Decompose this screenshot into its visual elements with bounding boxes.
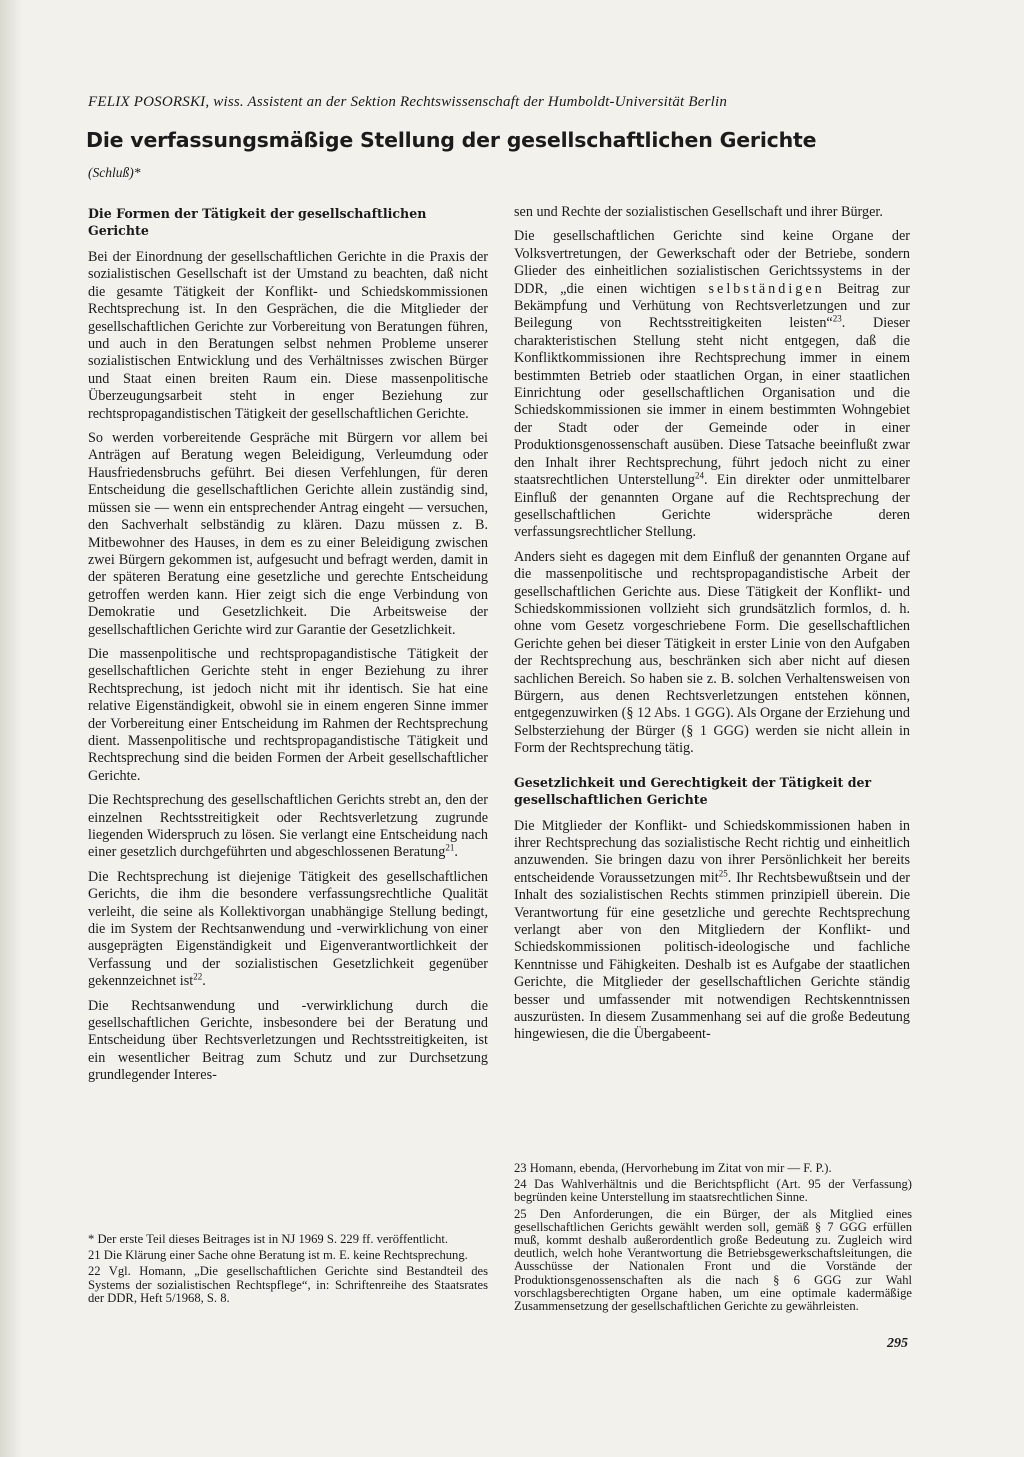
paragraph-text: Beitrag zur Bekämpfung und Verhütung von Rechtsverletzungen und zur Beilegung von Rechtsstreitigkeiten leisten“: [514, 280, 911, 332]
paragraph: [514, 818, 910, 1044]
footnote: * Der erste Teil dieses Beitrages ist in NJ 1969 S. 229 ff. veröffentlicht.: [88, 1232, 449, 1246]
footnote: 25 Den Anforderungen, die ein Bürger, der als Mitglied eines gesellschaftlichen Gerichts gewählt werden soll, gemäß § 7 GGG erfüllen muß, kommt deshalb außerordentlich große Bedeutung zu. Zugleich wird deutlich, welch hohe Verantwortung die Betriebsgewerkschaftsleitungen, die Ausschüsse der Nationalen Front und die Vorstände der Produktionsgenossenschaften als die nach § 6 GGG zur Wahl vorschlagsberechtigten Organe haben, um eine optimale kadermäßige Zusammensetzung der gesellschaftlichen Gerichte zu gewährleisten.: [514, 1206, 912, 1314]
scan-edge-shadow: [0, 0, 22, 1457]
paragraph-text: Die Rechtsprechung ist diejenige Tätigkeit des gesellschaftlichen Gerichts, die ihm die besondere verfassungsrechtliche Qualität verleiht, die seine als Kollektivorgan unabhängige Stellung bedingt, die im System der Rechtsanwendung und -verwirklichung von einer ausgeprägten Eigenständigkeit und Eigenverantwortlichkeit der Verfassung und der sozialistischen Gesetzlichkeit gegenüber gekennzeichnet ist: [88, 868, 488, 990]
paragraph: So werden vorbereitende Gespräche mit Bürgern vor allem bei Anträgen auf Beratung wegen Beleidigung, Verleumdung oder Hausfriedensbruchs geführt. Bei diesen Verfehlungen, für deren Entscheidung die gesellschaftlichen Gerichte allein zuständig sind, müssen sie — wenn ein entsprechender Antrag eingeht — versuchen, den Sachverhalt selbständig zu klären. Dazu müssen z. B. Mitbewohner des Hauses, in dem es zu einer Beleidigung zwischen zwei Bürgern gekommen ist, aufgesucht und befragt werden, damit in der späteren Beratung eine gesetzliche und gerechte Entscheidung getroffen werden kann. Hier zeigt sich die enge Verbindung von Demokratie und Gesetzlichkeit. Die Arbeitsweise der gesellschaftlichen Gerichte wird zur Garantie der Gesetzlichkeit.: [88, 430, 488, 638]
section-heading-legality: Gesetzlichkeit und Gerechtigkeit der Tätigkeit der gesellschaftlichen Gerichte: [514, 774, 872, 807]
paragraph-text: Die gesellschaftlichen Gerichte sind keine Organe der Volksvertretungen, der Gewerkschaft oder der Betriebe, sondern Glieder des einheitlichen sozialistischen Gerichtssystems in der DDR, „die einen wichtigen: [514, 228, 910, 297]
article-subtitle: (Schluß)*: [88, 165, 141, 180]
paragraph: Die Rechtsprechung ist diejenige Tätigkeit des gesellschaftlichen Gerichts, die ihm die besondere verfassungsrechtliche Qualität verleiht, die seine als Kollektivorgan unabhängige Stellung bedingt, die im System der Rechtsanwendung und -verwirklichung von einer ausgeprägten Eigenständigkeit und Eigenverantwortlichkeit der Verfassung und der sozialistischen Gesetzlichkeit gegenüber gekennzeichnet ist$^{22}$.: [88, 868, 488, 990]
paragraph: Die Rechtsprechung des gesellschaftlichen Gerichts strebt an, den der einzelnen Rechtsstreitigkeit oder Rechtsverletzung zugrunde liegenden Widerspruch zu lösen. Sie verlangt eine Entscheidung nach einer gesetzlich durchgeführten und abgeschlossenen Beratung$^{21}$.: [88, 792, 488, 861]
footnote-ref: 21: [445, 842, 455, 853]
paragraph-text: . Ihr Rechtsbewußtsein und der Inhalt des sozialistischen Rechts stimmen prinzipiell überein. Die Verantwortung für eine gesetzliche und gerechte Rechtsprechung verlangt aber von den Mitgliedern der Konflikt- und Schiedskommissionen politisch-ideologische und fachliche Kenntnisse und Fähigkeiten. Deshalb ist es Aufgabe der staatlichen Gerichte, die Mitglieder der gesellschaftlichen Gerichte ständig besser und umfassender mit notwendigen Rechtskenntnissen auszurüsten. In diesem Zusammenhang sei auf die große Bedeutung hingewiesen, die die Übergabeent-: [514, 869, 910, 1043]
paragraph: Die massenpolitische und rechtspropagandistische Tätigkeit der gesellschaftlichen Gerichte steht in enger Beziehung zu ihrer Rechtsprechung, ist jedoch nicht mit ihr identisch. Sie hat eine relative Eigenständigkeit, obwohl sie in einem engeren Sinne immer der Vorbereitung einer Entscheidung im Rahmen der Rechtsprechung dient. Massenpolitische und rechtspropagandistische Tätigkeit und Rechtsprechung sind die beiden Formen der Arbeit gesellschaftlicher Gerichte.: [88, 645, 488, 784]
paragraph: Die Rechtsanwendung und -verwirklichung durch die gesellschaftlichen Gerichte, insbesondere bei der Beratung und Entscheidung über Rechtsverletzungen und Rechtsstreitigkeiten, ist ein wesentlicher Beitrag zum Schutz und zur Durchsetzung grundlegender Interes-: [88, 997, 488, 1084]
footnote: 22 Vgl. Homann, „Die gesellschaftlichen Gerichte sind Bestandteil des Systems der sozialistischen Rechtspflege“, in: Schriftenreihe des Staatsrates der DDR, Heft 5/1968, S. 8.: [88, 1264, 488, 1305]
footnote-ref: 24: [695, 470, 705, 481]
paragraph-text: Die Mitglieder der Konflikt- und Schiedskommissionen haben in ihrer Rechtsprechung das sozialistische Recht richtig und einheitlich anzuwenden. Sie bringen dazu von ihrer Persönlichkeit her bereits entscheidende Voraussetzungen mit: [514, 817, 910, 886]
left-footnotes: [88, 1233, 488, 1308]
footnote-ref: 25: [718, 868, 728, 879]
paragraph-text: . Dieser charakteristischen Stellung steht nicht entgegen, daß die Konfliktkommissionen ihre Rechtsprechung immer in einem bestimmten Betrieb oder staatlichen Organ, in einer staatlichen Einrichtung oder gesellschaftlichen Organisation und die Schiedskommissionen sie immer in einem bestimmten Wohngebiet der Stadt oder der Gemeinde oder in einer Produktionsgenossenschaft ausüben. Diese Tatsache beeinflußt zwar den Inhalt ihrer Rechtsprechung, führt jedoch nicht zu einer staatsrechtlichen Unterstellung: [514, 315, 910, 489]
right-column: [514, 204, 910, 1051]
footnote: 24 Das Wahlverhältnis und die Berichtspflicht (Art. 95 der Verfassung) begründen keine Unterstellung im staatsrechtlichen Sinne.: [514, 1177, 912, 1205]
footnote-ref: 23: [832, 313, 842, 324]
right-footnotes: [514, 1162, 912, 1316]
paragraph-text: Die Rechtsprechung des gesellschaftlichen Gerichts strebt an, den der einzelnen Rechtsstreitigkeit oder Rechtsverletzung zugrunde liegenden Widerspruch zu lösen. Sie verlangt eine Entscheidung nach einer gesetzlich durchgeführten und abgeschlossenen Beratung: [88, 792, 488, 861]
article-title: Die verfassungsmäßige Stellung der gesellschaftlichen Gerichte: [86, 128, 817, 152]
footnote: 23 Homann, ebenda, (Hervorhebung im Zitat von mir — F. P.).: [514, 1161, 832, 1175]
paragraph: Bei der Einordnung der gesellschaftlichen Gerichte in die Praxis der sozialistischen Gesellschaft ist der Umstand zu beachten, daß nicht die gesamte Tätigkeit der Konflikt- und Schiedskommissionen Rechtsprechung ist. In den Gesprächen, die die Mitglieder der gesellschaftlichen Gerichte zur Vorbereitung von Beratungen führen, und auch in den Beratungen selbst nehmen Probleme unserer sozialistischen Entwicklung und des Verhältnisses zwischen Bürger und Staat einen breiten Raum ein. Diese massenpolitische Überzeugungsarbeit steht in enger Beziehung zur rechtspropagandistischen Tätigkeit der gesellschaftlichen Gerichte.: [88, 249, 488, 422]
paragraph: Anders sieht es dagegen mit dem Einfluß der genannten Organe auf die massenpolitische und rechtspropagandistische Arbeit der gesellschaftlichen Gerichte aus. Diese Tätigkeit der Konflikt- und Schiedskommissionen vollzieht sich grundsätzlich formlos, d. h. ohne vom Gesetz vorgeschriebene Form. Die gesellschaftlichen Gerichte gehen bei dieser Tätigkeit in erster Linie von den Aufgaben der Rechtsprechung aus, beschränken sich aber nicht auf diesen sachlichen Bereich. So haben sie z. B. solchen Verhaltensweisen von Bürgern, aus denen Rechtsverletzungen entstehen können, entgegenzuwirken (§ 12 Abs. 1 GGG). Als Organe der Erziehung und Selbsterziehung der Bürger (§ 1 GGG) werden sie nicht allein in Form der Rechtsprechung tätig.: [514, 548, 910, 757]
paragraph: [514, 228, 910, 541]
footnote: 21 Die Klärung einer Sache ohne Beratung ist m. E. keine Rechtsprechung.: [88, 1248, 468, 1263]
emphasis-text: selbständigen: [708, 280, 825, 297]
page-number: 295: [887, 1336, 908, 1351]
section-heading-forms: Die Formen der Tätigkeit der gesellschaftlichen Gerichte: [88, 206, 427, 238]
paragraph: sen und Rechte der sozialistischen Gesellschaft und ihrer Bürger.: [514, 204, 883, 220]
footnote-ref: 22: [193, 971, 203, 982]
paragraph-text: . Ein direkter oder unmittelbarer Einfluß der genannten Organe auf die Rechtsprechung der gesellschaftlichen Gerichte widerspräche deren verfassungsrechtlicher Stellung.: [514, 472, 910, 541]
left-column: [88, 200, 488, 1092]
author-line: FELIX POSORSKI, wiss. Assistent an der Sektion Rechtswissenschaft der Humboldt-Universität Berlin: [88, 94, 728, 110]
